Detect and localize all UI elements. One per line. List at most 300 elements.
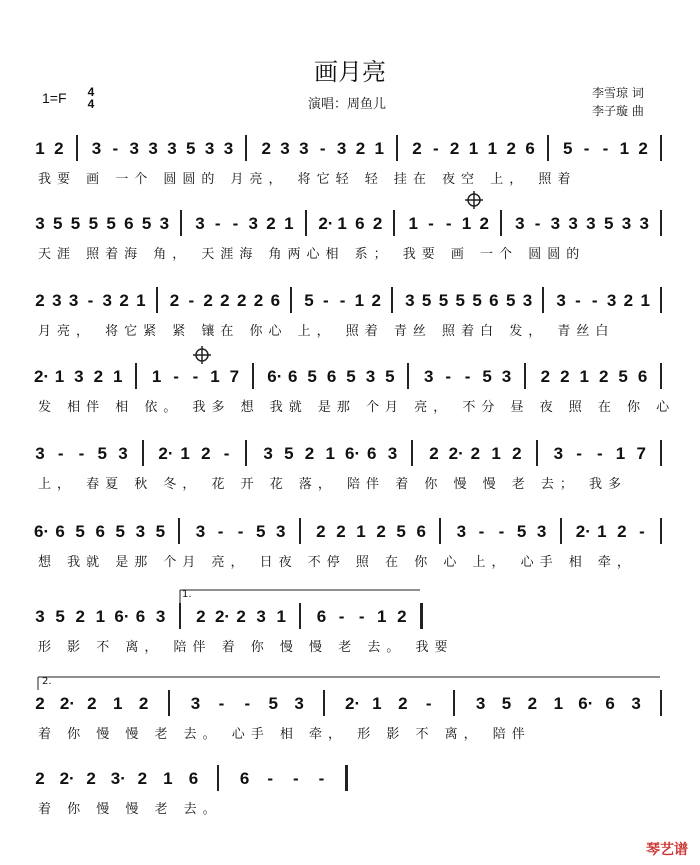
- note: -: [596, 444, 603, 463]
- barline: [217, 765, 219, 791]
- note: 6: [188, 769, 199, 788]
- note: -: [318, 769, 325, 788]
- barline: [345, 765, 348, 791]
- note: 5: [115, 522, 125, 541]
- note: 1: [113, 367, 123, 386]
- note: 1: [377, 607, 387, 626]
- note: -: [192, 367, 199, 386]
- note: 3: [522, 291, 533, 310]
- note: -: [445, 367, 452, 386]
- note: 2: [236, 607, 246, 626]
- note: 3: [556, 291, 566, 310]
- note: 1: [113, 694, 123, 713]
- lyric-text: 天涯 照着海 角， 天涯海 角两心相 系； 我要 画 一个 圆圆的: [38, 247, 586, 262]
- note: 3: [129, 139, 139, 158]
- note: 2: [598, 367, 609, 386]
- note: 3: [35, 444, 45, 463]
- note: 1: [408, 214, 418, 233]
- note: 2: [75, 607, 85, 626]
- note: 3: [190, 694, 201, 713]
- note: 2: [316, 522, 326, 541]
- barline: [660, 135, 662, 161]
- meter-top: 4: [87, 85, 95, 99]
- note: 1: [619, 139, 630, 158]
- meter-bottom: 4: [87, 97, 95, 111]
- note: 2: [201, 444, 211, 463]
- note: 3: [135, 522, 146, 541]
- composer-credit: 李子璇 曲: [592, 104, 644, 118]
- barline: [660, 518, 662, 544]
- barline: [542, 287, 544, 313]
- note: 5: [421, 291, 432, 310]
- note: 2: [560, 367, 570, 386]
- note: 2·: [575, 522, 591, 541]
- lyric-text: 着 你 慢 慢 老 去。 心手 相 牵， 形 影 不 离， 陪伴: [38, 727, 531, 742]
- note: 1: [163, 769, 173, 788]
- note: -: [237, 522, 244, 541]
- note: 2: [138, 694, 149, 713]
- lyric-row: [0, 723, 700, 741]
- note: 5: [472, 291, 482, 310]
- note: 3: [365, 367, 376, 386]
- note: 1: [95, 607, 106, 626]
- lyric-text: 月亮， 将它紧 紧 镶在 你心 上， 照着 青丝 照着白 发， 青丝白: [38, 324, 615, 339]
- barline: [142, 440, 144, 466]
- note-glyphs: [0, 518, 700, 548]
- lyric-row: [0, 396, 700, 414]
- barline: [411, 440, 413, 466]
- note: 5: [304, 291, 314, 310]
- watermark: 琴艺谱: [646, 842, 688, 858]
- note: 3: [35, 214, 45, 233]
- note: 3: [195, 522, 206, 541]
- note: 3: [159, 214, 170, 233]
- note: -: [223, 444, 230, 463]
- note: 6: [55, 522, 65, 541]
- note: 6: [270, 291, 281, 310]
- note: 3: [606, 291, 617, 310]
- barline: [453, 690, 455, 716]
- note: 5: [455, 291, 465, 310]
- note: 2: [336, 522, 346, 541]
- barline: [660, 363, 662, 389]
- barline: [305, 210, 307, 236]
- note: 3·: [110, 769, 126, 788]
- note: -: [244, 694, 251, 713]
- key-signature: 1=F: [42, 90, 67, 106]
- note: 6: [637, 367, 648, 386]
- note: -: [338, 607, 345, 626]
- lyric-text: 想 我就 是那 个月 亮， 日夜 不停 照 在 你 心 上， 心手 相 牵，: [38, 555, 636, 570]
- note: 5: [385, 367, 395, 386]
- note: 2: [449, 139, 460, 158]
- note: 2: [203, 291, 213, 310]
- note: 3: [475, 694, 486, 713]
- note: 3: [424, 367, 434, 386]
- note: 5: [501, 694, 512, 713]
- note: 1: [356, 522, 366, 541]
- note: 2: [87, 694, 97, 713]
- note: 1: [553, 694, 564, 713]
- note-glyphs: [0, 210, 700, 240]
- note-glyphs: [0, 287, 700, 317]
- note: 2·: [158, 444, 174, 463]
- note: 2: [527, 694, 538, 713]
- note: 2: [169, 291, 180, 310]
- note: 6: [489, 291, 499, 310]
- note: 3: [294, 694, 304, 713]
- barline: [299, 603, 301, 629]
- barline: [391, 287, 393, 313]
- barline: [245, 440, 247, 466]
- note: 1: [615, 444, 626, 463]
- note: -: [425, 694, 432, 713]
- barline: [135, 363, 137, 389]
- note: -: [112, 139, 119, 158]
- barline: [660, 440, 662, 466]
- barline: [660, 690, 662, 716]
- note: 6: [287, 367, 298, 386]
- barline: [500, 210, 502, 236]
- note: 3: [336, 139, 347, 158]
- note: 5: [563, 139, 573, 158]
- barline: [524, 363, 526, 389]
- note: 6·: [578, 694, 594, 713]
- barline: [420, 603, 423, 629]
- barline: [252, 363, 254, 389]
- lyric-row: [0, 243, 700, 261]
- barline: [560, 518, 562, 544]
- note: 1: [374, 139, 384, 158]
- note: 1: [54, 367, 65, 386]
- note: 5: [516, 522, 527, 541]
- note: 5: [75, 522, 85, 541]
- note: -: [173, 367, 179, 386]
- note: 5: [307, 367, 317, 386]
- note: 5: [284, 444, 294, 463]
- note: 3: [52, 291, 62, 310]
- note: 3: [276, 522, 286, 541]
- note: 2: [506, 139, 516, 158]
- note: 2: [86, 769, 96, 788]
- note: 3: [536, 522, 547, 541]
- note: 3: [586, 214, 596, 233]
- note: 7: [636, 444, 646, 463]
- note: 2: [253, 291, 264, 310]
- note: -: [319, 139, 326, 158]
- note: 3: [118, 444, 128, 463]
- note: 5: [268, 694, 278, 713]
- note: 2: [35, 694, 45, 713]
- note: 5: [70, 214, 81, 233]
- note: -: [602, 139, 609, 158]
- note: 2: [196, 607, 206, 626]
- time-signature: [84, 86, 98, 110]
- note: 3: [35, 607, 45, 626]
- note: -: [445, 214, 452, 233]
- note: 3: [621, 214, 632, 233]
- note: 2: [512, 444, 522, 463]
- note: 3: [248, 214, 258, 233]
- note: 2: [617, 522, 627, 541]
- note: 1: [337, 214, 347, 233]
- note: 6·: [345, 444, 361, 463]
- singer-credit: 演唱：周鱼儿: [308, 97, 387, 112]
- note: 6: [95, 522, 105, 541]
- note: 3: [631, 694, 641, 713]
- note: -: [478, 522, 485, 541]
- note: 3: [405, 291, 415, 310]
- barline: [660, 210, 662, 236]
- lyric-row: [0, 473, 700, 491]
- note: 6: [326, 367, 337, 386]
- note: 2: [623, 291, 634, 310]
- barline: [156, 287, 158, 313]
- note: 3: [550, 214, 561, 233]
- note: 2: [35, 291, 45, 310]
- note: 5: [88, 214, 99, 233]
- song-title: 画月亮: [314, 58, 386, 86]
- note: 2: [54, 139, 64, 158]
- note: 3: [501, 367, 512, 386]
- note: 2·: [214, 607, 231, 626]
- note: 3: [68, 291, 79, 310]
- note: 5: [53, 214, 63, 233]
- note-glyphs: [0, 363, 700, 393]
- note: 3: [639, 214, 649, 233]
- volta-label: 1.: [182, 589, 192, 600]
- note: 6: [316, 607, 327, 626]
- note: 1: [35, 139, 45, 158]
- note: 1: [491, 444, 501, 463]
- barline: [439, 518, 441, 544]
- note: 3: [280, 139, 290, 158]
- note: 2·: [59, 694, 76, 713]
- note: 3: [553, 444, 564, 463]
- barline: [290, 287, 292, 313]
- note: -: [358, 607, 365, 626]
- note: 2: [429, 444, 439, 463]
- note: 1: [372, 694, 382, 713]
- note: 6: [416, 522, 426, 541]
- note: -: [583, 139, 590, 158]
- note: 3: [515, 214, 525, 233]
- note: 2: [261, 139, 271, 158]
- note: 5: [396, 522, 406, 541]
- note: 6: [605, 694, 615, 713]
- barline: [547, 135, 549, 161]
- note: 3: [91, 139, 102, 158]
- lyric-text: 着 你 慢 慢 老 去。: [38, 802, 222, 817]
- note: -: [217, 522, 224, 541]
- lyric-text: 上， 春夏 秋 冬， 花 开 花 落， 陪伴 着 你 慢 慢 老 去； 我多: [38, 477, 627, 492]
- note: 2: [304, 444, 315, 463]
- note: 5: [438, 291, 449, 310]
- note: -: [214, 214, 221, 233]
- note: 1: [354, 291, 365, 310]
- note: -: [498, 522, 505, 541]
- note: 3: [299, 139, 309, 158]
- note: 2: [35, 769, 45, 788]
- note: 2: [638, 139, 648, 158]
- barline: [76, 135, 78, 161]
- note: 3: [102, 291, 112, 310]
- note: 1: [325, 444, 335, 463]
- lyric-row: [0, 168, 700, 186]
- note: -: [576, 444, 582, 463]
- barline: [660, 287, 662, 313]
- note: 6: [366, 444, 377, 463]
- barline: [179, 603, 181, 629]
- note: 3: [223, 139, 234, 158]
- note: 6: [124, 214, 134, 233]
- note: 2·: [448, 444, 464, 463]
- note: 1: [468, 139, 479, 158]
- barline: [178, 518, 180, 544]
- note: 1: [136, 291, 146, 310]
- note: 5: [106, 214, 116, 233]
- note: 2: [220, 291, 230, 310]
- note: 2: [355, 139, 366, 158]
- note: -: [591, 291, 598, 310]
- note: -: [639, 522, 645, 541]
- note: 1: [640, 291, 650, 310]
- note: 2: [372, 214, 383, 233]
- note-glyphs: [0, 440, 700, 470]
- barline: [168, 690, 170, 716]
- note: 6: [135, 607, 146, 626]
- note: 2: [93, 367, 104, 386]
- note: 5: [186, 139, 196, 158]
- note: -: [292, 769, 299, 788]
- lyric-text: 发 相伴 相 依。 我多 想 我就 是那 个月 亮， 不分 昼 夜 照 在 你 心: [38, 400, 676, 415]
- note: 6: [239, 769, 250, 788]
- note: 1: [210, 367, 220, 386]
- note: 2·: [318, 214, 334, 233]
- note: 1: [597, 522, 607, 541]
- note: -: [464, 367, 471, 386]
- note: 3: [195, 214, 205, 233]
- barline: [393, 210, 395, 236]
- note: 1: [461, 214, 472, 233]
- barline: [299, 518, 301, 544]
- note: 2: [236, 291, 247, 310]
- note: 5: [482, 367, 492, 386]
- lyric-row: [0, 551, 700, 569]
- note: 6·: [34, 522, 50, 541]
- note-glyphs: [0, 690, 700, 720]
- note: -: [78, 444, 85, 463]
- note: 5: [255, 522, 266, 541]
- barline: [407, 363, 409, 389]
- note-glyphs: [0, 603, 700, 633]
- note: 5: [97, 444, 107, 463]
- coda-sign-icon: [193, 346, 211, 364]
- lyric-row: [0, 320, 700, 338]
- note: 3: [263, 444, 273, 463]
- note: -: [575, 291, 581, 310]
- note: 5: [346, 367, 356, 386]
- note: 2: [470, 444, 481, 463]
- lyric-text: 形 影 不 离， 陪伴 着 你 慢 慢 老 去。 我要: [38, 640, 454, 655]
- note: -: [322, 291, 329, 310]
- note: 1: [151, 367, 162, 386]
- note: 2·: [59, 769, 75, 788]
- note: 2·: [345, 694, 361, 713]
- note: 5: [155, 522, 166, 541]
- note: 1: [180, 444, 190, 463]
- note: 2: [266, 214, 276, 233]
- note: 2: [376, 522, 386, 541]
- barline: [396, 135, 398, 161]
- note: -: [432, 139, 439, 158]
- note: 3: [148, 139, 158, 158]
- barline: [245, 135, 247, 161]
- note: -: [87, 291, 94, 310]
- note: 5: [618, 367, 628, 386]
- note: 1: [487, 139, 498, 158]
- note: 2: [371, 291, 381, 310]
- note: 2: [137, 769, 148, 788]
- barline: [323, 690, 325, 716]
- note: 5: [141, 214, 152, 233]
- note: 5: [603, 214, 614, 233]
- lyricist-credit: 李雪琼 词: [592, 86, 644, 100]
- note: -: [232, 214, 239, 233]
- lyric-row: [0, 798, 700, 816]
- lyric-text: 我要 画 一个 圆圆的 月亮， 将它轻 轻 挂在 夜空 上， 照着: [38, 172, 577, 187]
- note: 7: [229, 367, 240, 386]
- note: 3: [568, 214, 578, 233]
- note: 2: [398, 694, 408, 713]
- note: 2: [540, 367, 551, 386]
- volta-label: 2.: [42, 676, 52, 687]
- note: 3: [387, 444, 398, 463]
- note: 3: [167, 139, 177, 158]
- note: -: [267, 769, 274, 788]
- note: 3: [204, 139, 215, 158]
- note: 6·: [114, 607, 130, 626]
- note-glyphs: [0, 765, 700, 795]
- note: 1: [276, 607, 286, 626]
- note: 6: [525, 139, 535, 158]
- note: 3: [74, 367, 84, 386]
- note: 2: [479, 214, 490, 233]
- coda-sign-icon: [465, 191, 483, 209]
- note: 6·: [267, 367, 283, 386]
- barline: [180, 210, 182, 236]
- note: -: [534, 214, 541, 233]
- note: 6: [355, 214, 365, 233]
- note: -: [57, 444, 64, 463]
- note: 2: [412, 139, 422, 158]
- note: -: [218, 694, 225, 713]
- barline: [536, 440, 538, 466]
- note: 1: [284, 214, 294, 233]
- note: 3: [256, 607, 266, 626]
- note: 5: [55, 607, 65, 626]
- note: 3: [155, 607, 166, 626]
- note: 2·: [34, 367, 50, 386]
- note: 2: [397, 607, 407, 626]
- note: 1: [579, 367, 589, 386]
- note: -: [188, 291, 195, 310]
- note: 2: [119, 291, 129, 310]
- note: 3: [456, 522, 467, 541]
- note-glyphs: [0, 135, 700, 165]
- note: 5: [505, 291, 516, 310]
- lyric-row: [0, 636, 700, 654]
